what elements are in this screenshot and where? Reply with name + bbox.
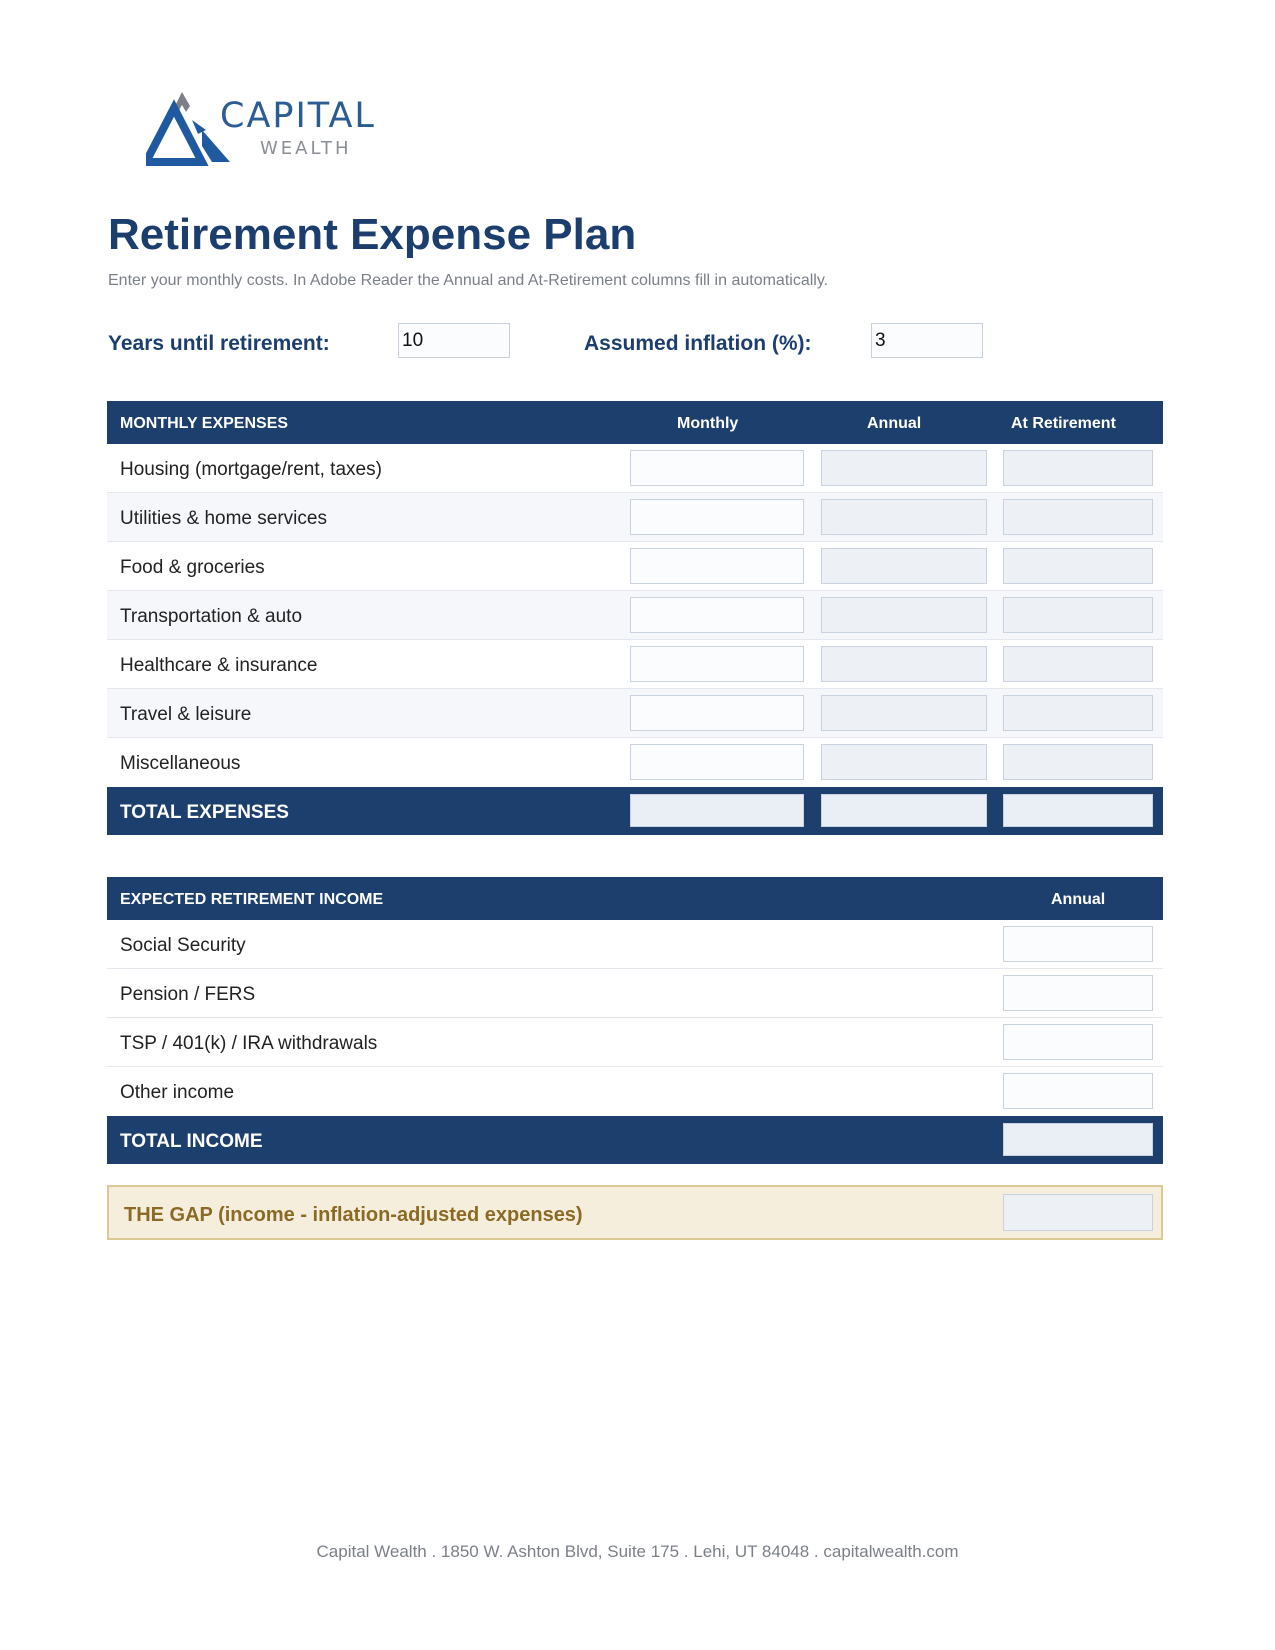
income-row bbox=[107, 1067, 1163, 1116]
annual-amount-field[interactable] bbox=[821, 695, 987, 731]
annual-amount-field[interactable] bbox=[821, 499, 987, 535]
monthly-amount-field[interactable] bbox=[630, 744, 804, 780]
income-row bbox=[107, 1018, 1163, 1067]
monthly-amount-field[interactable] bbox=[630, 597, 804, 633]
monthly-amount-field[interactable] bbox=[630, 646, 804, 682]
expense-row bbox=[107, 444, 1163, 493]
page-title: Retirement Expense Plan bbox=[108, 210, 637, 259]
at-retirement-amount-field[interactable] bbox=[1003, 548, 1153, 584]
retirement-income-table bbox=[107, 877, 1163, 1164]
at-retirement-amount-field[interactable] bbox=[1003, 646, 1153, 682]
annual-amount-field[interactable] bbox=[821, 744, 987, 780]
monthly-column-header: Monthly bbox=[677, 415, 739, 432]
monthly-amount-field[interactable] bbox=[630, 499, 804, 535]
page-footer: Capital Wealth . 1850 W. Ashton Blvd, Suite 175 . Lehi, UT 84048 . capitalwealth.com bbox=[316, 1542, 959, 1561]
income-row-label: Social Security bbox=[120, 935, 246, 956]
total-expenses-row bbox=[107, 787, 1163, 835]
income-annual-field[interactable] bbox=[1003, 926, 1153, 962]
total-monthly-field[interactable] bbox=[630, 794, 804, 827]
income-row-label: Other income bbox=[120, 1082, 235, 1103]
total-income-row bbox=[107, 1116, 1163, 1164]
annual-amount-field[interactable] bbox=[821, 597, 987, 633]
income-row bbox=[107, 920, 1163, 969]
expense-row bbox=[107, 738, 1163, 787]
total-income-label: TOTAL INCOME bbox=[120, 1131, 263, 1152]
gap-amount-field[interactable] bbox=[1003, 1194, 1153, 1231]
annual-amount-field[interactable] bbox=[821, 646, 987, 682]
gap-row bbox=[107, 1185, 1163, 1240]
expenses-section-header: MONTHLY EXPENSES bbox=[120, 415, 289, 432]
total-at-retirement-field[interactable] bbox=[1003, 794, 1153, 827]
years-until-retirement-input[interactable] bbox=[398, 323, 510, 358]
expense-row bbox=[107, 493, 1163, 542]
income-section-header: EXPECTED RETIREMENT INCOME bbox=[120, 891, 384, 908]
total-annual-field[interactable] bbox=[821, 794, 987, 827]
expense-row-label: Utilities & home services bbox=[120, 508, 327, 529]
at-retirement-amount-field[interactable] bbox=[1003, 695, 1153, 731]
expense-row-label: Miscellaneous bbox=[120, 753, 241, 774]
capital-wealth-logo bbox=[146, 90, 386, 172]
assumed-inflation-input[interactable] bbox=[871, 323, 983, 358]
expense-row-label: Transportation & auto bbox=[120, 606, 303, 627]
income-row-label: TSP / 401(k) / IRA withdrawals bbox=[120, 1033, 378, 1054]
income-annual-field[interactable] bbox=[1003, 1073, 1153, 1109]
at-retirement-amount-field[interactable] bbox=[1003, 499, 1153, 535]
income-header-row bbox=[107, 877, 1163, 920]
monthly-amount-field[interactable] bbox=[630, 450, 804, 486]
logo-subtext: WEALTH bbox=[260, 138, 352, 159]
income-annual-column-header: Annual bbox=[1051, 891, 1106, 908]
assumed-inflation-label: Assumed inflation (%): bbox=[584, 332, 812, 355]
expense-row bbox=[107, 591, 1163, 640]
years-until-retirement-label: Years until retirement: bbox=[108, 332, 330, 355]
annual-amount-field[interactable] bbox=[821, 450, 987, 486]
gap-label: THE GAP (income - inflation-adjusted expenses) bbox=[124, 1204, 583, 1226]
page-instructions: Enter your monthly costs. In Adobe Reader the Annual and At-Retirement columns fill in automatically. bbox=[108, 272, 829, 289]
expense-row-label: Housing (mortgage/rent, taxes) bbox=[120, 459, 382, 480]
expense-row bbox=[107, 542, 1163, 591]
expense-row-label: Healthcare & insurance bbox=[120, 655, 318, 676]
at-retirement-column-header: At Retirement bbox=[1011, 415, 1116, 432]
annual-amount-field[interactable] bbox=[821, 548, 987, 584]
logo-wordmark: CAPITAL bbox=[220, 96, 376, 136]
annual-column-header: Annual bbox=[867, 415, 922, 432]
income-annual-field[interactable] bbox=[1003, 975, 1153, 1011]
monthly-amount-field[interactable] bbox=[630, 695, 804, 731]
income-annual-field[interactable] bbox=[1003, 1024, 1153, 1060]
income-row bbox=[107, 969, 1163, 1018]
at-retirement-amount-field[interactable] bbox=[1003, 450, 1153, 486]
at-retirement-amount-field[interactable] bbox=[1003, 744, 1153, 780]
monthly-amount-field[interactable] bbox=[630, 548, 804, 584]
total-expenses-label: TOTAL EXPENSES bbox=[120, 802, 289, 823]
expense-row bbox=[107, 689, 1163, 738]
at-retirement-amount-field[interactable] bbox=[1003, 597, 1153, 633]
monthly-expenses-table bbox=[107, 401, 1163, 835]
expense-row-label: Travel & leisure bbox=[120, 704, 252, 725]
total-income-field[interactable] bbox=[1003, 1123, 1153, 1156]
income-row-label: Pension / FERS bbox=[120, 984, 256, 1005]
expenses-header-row bbox=[107, 401, 1163, 444]
expense-row bbox=[107, 640, 1163, 689]
expense-row-label: Food & groceries bbox=[120, 557, 265, 578]
